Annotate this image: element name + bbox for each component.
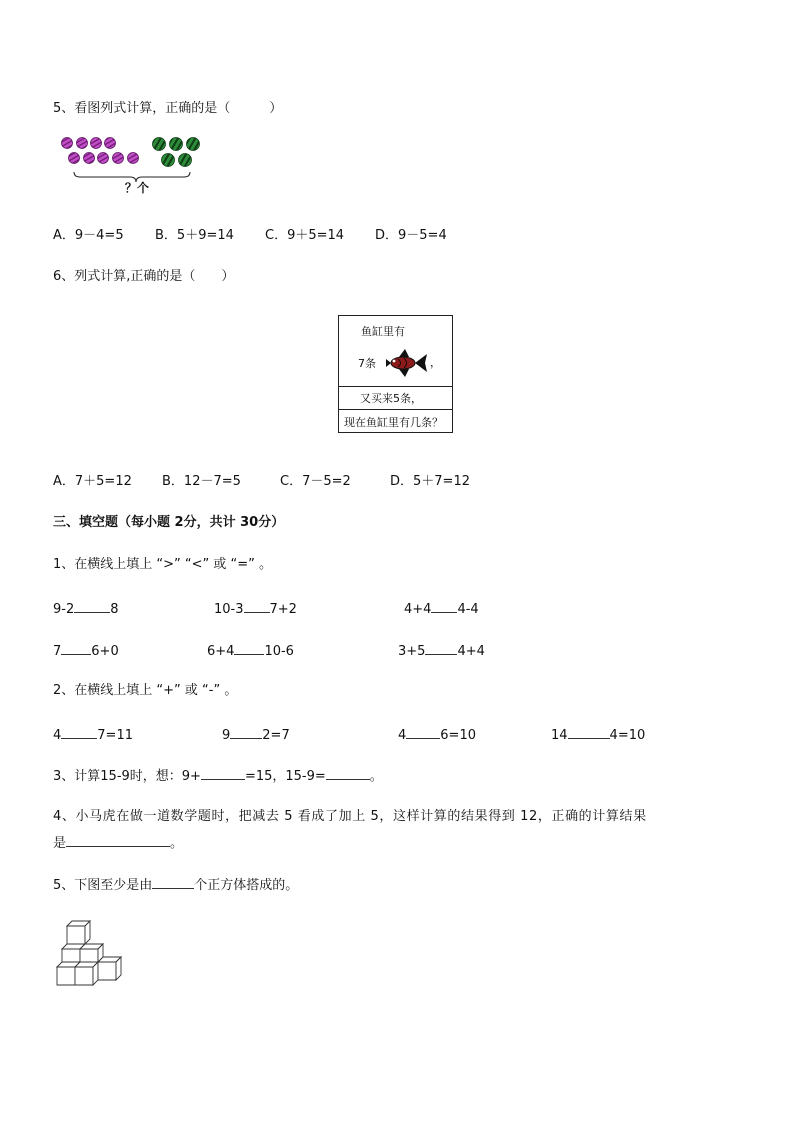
- answer-blank[interactable]: [244, 600, 270, 613]
- q5-title: 5、看图列式计算，正确的是（ ）: [53, 101, 283, 116]
- q6-option-c: C．7－5=2: [280, 474, 351, 489]
- q5-brace-label: ？个: [125, 181, 150, 195]
- q5-option-c: C．9＋5=14: [265, 228, 345, 243]
- tank-line-1: 鱼缸里有: [361, 325, 405, 338]
- f5-line: 5、下图至少是由 个正方体搭成的。: [53, 878, 299, 893]
- q6-option-b: B．12－7=5: [162, 474, 241, 489]
- answer-blank[interactable]: [234, 642, 264, 655]
- answer-blank[interactable]: [201, 767, 245, 780]
- fish-icon: [385, 348, 429, 378]
- q6-option-a: A．7＋5=12: [53, 474, 132, 489]
- f2-item1: 4 7=11: [53, 728, 133, 743]
- f1-row1-item2: 10-3 7+2: [214, 602, 297, 617]
- answer-blank[interactable]: [61, 726, 97, 739]
- f1-row2-item1: 7 6+0: [53, 644, 119, 659]
- f1-row1-item1: 9-2 8: [53, 602, 119, 617]
- f2-item4: 14 4=10: [551, 728, 646, 743]
- cube-stack-figure: [55, 920, 129, 988]
- f3-line: 3、计算15-9时，想：9+ =15，15-9= 。: [53, 769, 383, 784]
- answer-blank[interactable]: [152, 876, 194, 889]
- f1-row2-item2: 6+4 10-6: [207, 644, 294, 659]
- tank-line-2: 7条: [358, 357, 376, 370]
- answer-blank[interactable]: [568, 726, 610, 739]
- fish-tank-box: [338, 315, 453, 433]
- q6-option-d: D．5＋7=12: [390, 474, 470, 489]
- answer-blank[interactable]: [431, 600, 457, 613]
- q5-option-b: B．5＋9=14: [155, 228, 234, 243]
- tank-comma: ，: [430, 356, 441, 369]
- tank-line-4: 现在鱼缸里有几条？: [344, 416, 443, 429]
- f2-item2: 9 2=7: [222, 728, 290, 743]
- f2-item3: 4 6=10: [398, 728, 476, 743]
- answer-blank[interactable]: [61, 642, 91, 655]
- cube: [67, 921, 90, 944]
- q5-option-a: A．9－4=5: [53, 228, 124, 243]
- answer-blank[interactable]: [230, 726, 262, 739]
- f2-title: 2、在横线上填上 “+” 或 “-” 。: [53, 683, 238, 698]
- f1-row2-item3: 3+5 4+4: [398, 644, 485, 659]
- answer-blank[interactable]: [74, 600, 110, 613]
- q6-title: 6、列式计算,正确的是（ ）: [53, 269, 235, 284]
- cube: [80, 944, 103, 962]
- tank-line-3: 又买来5条，: [360, 392, 422, 405]
- green-balls: [153, 138, 200, 167]
- q5-option-d: D．9－5=4: [375, 228, 447, 243]
- section-heading: 三、填空题（每小题 2分，共计 30分）: [53, 515, 285, 530]
- answer-blank[interactable]: [406, 726, 440, 739]
- answer-blank[interactable]: [425, 642, 457, 655]
- f1-title: 1、在横线上填上 “>” “<” 或 “=” 。: [53, 557, 273, 572]
- f1-row1-item3: 4+4 4-4: [404, 602, 479, 617]
- f4-line-2: 是 。: [53, 836, 184, 851]
- answer-blank[interactable]: [66, 834, 170, 847]
- answer-blank[interactable]: [326, 767, 370, 780]
- purple-balls: [62, 138, 139, 164]
- f4-line-1: 4、小马虎在做一道数学题时，把减去 5 看成了加上 5，这样计算的结果得到 12，正确的计算结果: [53, 809, 647, 824]
